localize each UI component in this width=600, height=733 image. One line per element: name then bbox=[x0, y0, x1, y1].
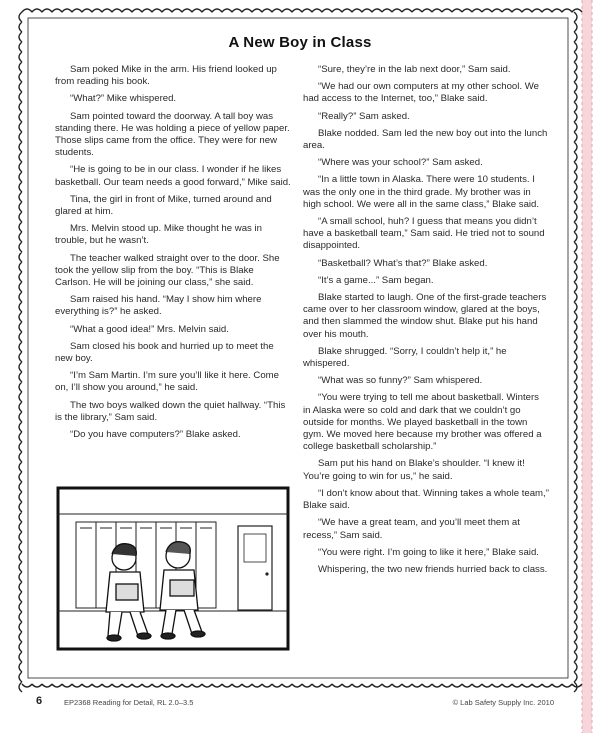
story-paragraph: “A small school, huh? I guess that means you didn’t have a basketball team,” Sam said. He tried not to sound disappointed. bbox=[303, 216, 545, 252]
copyright: © Lab Safety Supply Inc. 2010 bbox=[452, 698, 554, 707]
story-paragraph: “What was so funny?” Sam whispered. bbox=[318, 375, 483, 387]
story-paragraph: “In a little town in Alaska. There were 10 students. I was the only one in the third grade. My brother was in high school. We were all in the same class,” Blake said. bbox=[303, 174, 540, 210]
story-paragraph: “Basketball? What’s that?” Blake asked. bbox=[318, 257, 488, 269]
page-title: A New Boy in Class bbox=[228, 34, 372, 51]
story-paragraph: Whispering, the two new friends hurried back to class. bbox=[318, 563, 548, 575]
story-paragraph: Sam pointed toward the doorway. A tall boy was standing there. He was holding a piece of yellow paper. Those slips came from the office. They were for new students. bbox=[55, 110, 290, 159]
story-paragraph: “I don’t know about that. Winning takes a whole team,” Blake said. bbox=[303, 487, 549, 512]
story-paragraph: Sam closed his book and hurried up to meet the new boy. bbox=[55, 340, 274, 365]
story-paragraph: “What?” Mike whispered. bbox=[70, 93, 177, 105]
story-paragraph: The teacher walked straight over to the door. She took the yellow slip from the boy. “This is Blake Carlson. He will be joining our class,” she said. bbox=[55, 252, 280, 289]
story-paragraph: Blake nodded. Sam led the new boy out into the lunch area. bbox=[303, 127, 548, 152]
hallway-illustration bbox=[56, 486, 290, 651]
story-paragraph: Sam raised his hand. “May I show him where everything is?” he asked. bbox=[55, 294, 262, 318]
story-paragraph: Sam put his hand on Blake’s shoulder. “I knew it! You’re going to win for us,” he said. bbox=[303, 458, 525, 482]
story-paragraph: Blake shrugged. “Sorry, I couldn’t help it,” he whispered. bbox=[303, 345, 507, 370]
story-paragraph: The two boys walked down the quiet hallway. “This is the library,” Sam said. bbox=[55, 399, 286, 423]
story-paragraph: Blake started to laugh. One of the first-grade teachers came over to her classroom window, glared at the boys, and then slammed the window shut. Blake put his hand over his mouth. bbox=[303, 292, 547, 340]
story-paragraph: Sam poked Mike in the arm. His friend looked up from reading his book. bbox=[55, 64, 277, 88]
story-paragraph: Mrs. Melvin stood up. Mike thought he was in trouble, but he wasn’t. bbox=[55, 223, 262, 247]
story-column-left bbox=[55, 64, 291, 446]
story-paragraph: “It’s a game...” Sam began. bbox=[318, 274, 434, 286]
story-paragraph: “What a good idea!” Mrs. Melvin said. bbox=[70, 323, 229, 335]
story-paragraph: “You were right. I’m going to like it here,” Blake said. bbox=[318, 546, 539, 558]
story-paragraph: “I’m Sam Martin. I’m sure you’ll like it here. Come on, I’ll show you around,” he said. bbox=[55, 370, 279, 394]
product-code: EP2368 Reading for Detail, RL 2.0–3.5 bbox=[64, 698, 194, 707]
story-paragraph: “We had our own computers at my other school. We had access to the Internet, too,” Blake said. bbox=[303, 81, 539, 105]
story-paragraph: “Do you have computers?” Blake asked. bbox=[70, 429, 241, 441]
story-paragraph: “We have a great team, and you’ll meet them at recess,” Sam said. bbox=[303, 517, 520, 541]
story-paragraph: “Where was your school?” Sam asked. bbox=[318, 157, 483, 169]
story-paragraph: “He is going to be in our class. I wonder if he likes basketball. Our team needs a good forward,” Mike said. bbox=[55, 164, 291, 188]
page-number: 6 bbox=[36, 695, 43, 707]
story-column-right bbox=[303, 64, 549, 581]
story-paragraph: Tina, the girl in front of Mike, turned around and glared at him. bbox=[55, 193, 272, 218]
story-paragraph: “You were trying to tell me about basketball. Winters in Alaska were so cold and dark that we couldn’t go outside for months. We played basketball in the town gym. We moved here because my brother was offered a college basketball scholarship.” bbox=[303, 392, 542, 453]
story-paragraph: “Sure, they’re in the lab next door,” Sam said. bbox=[318, 64, 511, 75]
story-paragraph: “Really?” Sam asked. bbox=[318, 110, 410, 122]
